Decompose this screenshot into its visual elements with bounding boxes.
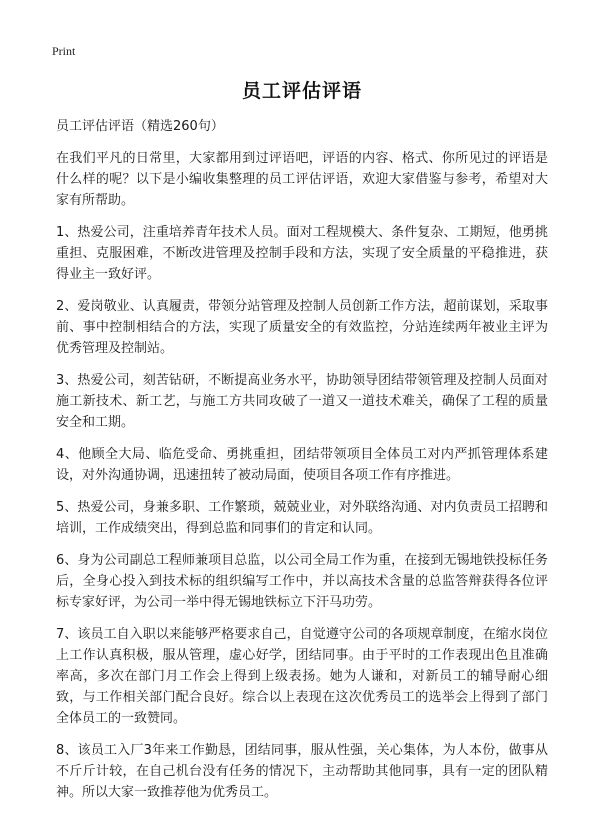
page-title: 员工评估评语: [241, 80, 362, 102]
subtitle: 员工评估评语（精选260句）: [56, 119, 224, 134]
comment-paragraph: 5、热爱公司，身兼多职、工作繁琐，兢兢业业，对外联络沟通、对内负责员工招聘和培训，工作成绩突出，得到总监和同事们的肯定和认同。: [56, 500, 548, 536]
intro-paragraph: 在我们平凡的日常里，大家都用到过评语吧，评语的内容、格式、你所见过的评语是什么样的呢？以下是小编收集整理的员工评估评语，欢迎大家借鉴与参考，希望对大家有所帮助。: [56, 151, 548, 208]
comment-paragraph: 7、该员工自入职以来能够严格要求自己，自觉遵守公司的各项规章制度，在缩水岗位上工作认真积极，服从管理，虚心好学，团结同事。由于平时的工作表现出色且准确率高，多次在部门月工作会上得到上级表扬。她为人谦和，对新员工的辅导耐心细致，与工作相关部门配合良好。综合以上表现在这次优秀员工的选举会上得到了部门全体员工的一致赞同。: [56, 627, 548, 726]
comment-paragraph: 6、身为公司副总工程师兼项目总监，以公司全局工作为重，在接到无锡地铁投标任务后，全身心投入到技术标的组织编写工作中，并以高技术含量的总监答辩获得各位评标专家好评，为公司一举中得无锡地铁标立下汗马功劳。: [56, 553, 548, 610]
comment-paragraph: 4、他顾全大局、临危受命、勇挑重担，团结带领项目全体员工对内严抓管理体系建设，对外沟通协调，迅速扭转了被动局面，使项目各项工作有序推进。: [56, 447, 548, 483]
print-link[interactable]: Print: [52, 44, 76, 58]
comment-paragraph: 8、该员工入厂3年来工作勤恳，团结同事，服从性强，关心集体，为人本份，做事从不斤斤计较，在自己机台没有任务的情况下，主动帮助其他同事，具有一定的团队精神。所以大家一致推荐他为优秀员工。: [56, 743, 548, 800]
document-body: [56, 76, 548, 814]
comment-paragraph: 1、热爱公司，注重培养青年技术人员。面对工程规模大、条件复杂、工期短，他勇挑重担、克服困难，不断改进管理及控制手段和方法，实现了安全质量的平稳推进，获得业主一致好评。: [56, 225, 548, 282]
comment-paragraph: 2、爱岗敬业、认真履责，带领分站管理及控制人员创新工作方法，超前谋划，采取事前、事中控制相结合的方法，实现了质量安全的有效监控，分站连续两年被业主评为优秀管理及控制站。: [56, 299, 548, 356]
comment-paragraph: 3、热爱公司，刻苦钻研，不断提高业务水平，协助领导团结带领管理及控制人员面对施工新技术、新工艺，与施工方共同攻破了一道又一道技术难关，确保了工程的质量安全和工期。: [56, 373, 548, 430]
